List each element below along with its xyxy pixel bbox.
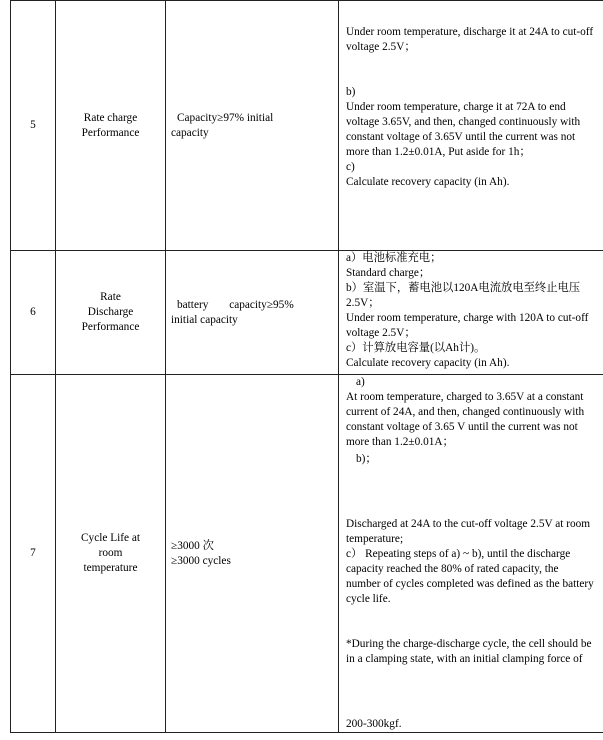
item-name xyxy=(56,375,166,733)
item-name-line: Discharge xyxy=(87,306,134,318)
requirement-line: ≥3000 次 xyxy=(171,539,214,552)
test-line: temperature; xyxy=(346,533,404,545)
item-number: 6 xyxy=(11,251,56,375)
spec-table xyxy=(10,0,603,733)
test-line: a）电池标准充电； xyxy=(346,252,442,264)
item-name-line: Performance xyxy=(81,321,140,333)
test-line: Under room temperature, charge with 120A to cut-off xyxy=(346,312,589,324)
test-line: voltage 2.5V； xyxy=(346,327,416,339)
spacer xyxy=(346,55,603,85)
test-method-cell xyxy=(339,251,603,375)
test-line: Calculate recovery capacity (in Ah). xyxy=(346,176,510,188)
test-line: number of cycles completed was defined as the battery xyxy=(346,578,594,590)
test-line: c）计算放电容量(以Ah计)。 xyxy=(346,342,486,354)
test-method-cell xyxy=(339,375,603,733)
test-line: 200-300kgf. xyxy=(346,718,402,730)
item-name-line: temperature xyxy=(83,562,138,574)
test-line: Discharged at 24A to the cut-off voltage 2.5V at room xyxy=(346,518,591,530)
item-name-line: Rate xyxy=(100,291,121,303)
test-line: constant voltage of 3.65V until the current was not xyxy=(346,131,576,143)
requirement-cell xyxy=(166,251,339,375)
item-name-line: Cycle Life at xyxy=(81,532,140,544)
item-name-line: room xyxy=(98,547,123,559)
spacer xyxy=(346,607,603,637)
test-line: b）室温下，蓄电池以120A电流放电至终止电压 xyxy=(346,282,581,294)
test-line: Under room temperature, charge it at 72A to end xyxy=(346,101,566,113)
test-line: *During the charge-discharge cycle, the cell should be xyxy=(346,638,592,650)
test-line: c） Repeating steps of a) ~ b), until the discharge xyxy=(346,548,571,560)
requirement-line: ≥3000 cycles xyxy=(171,554,231,567)
test-line: voltage 3.65V, and then, changed continuously with xyxy=(346,116,581,128)
test-line: Under room temperature, discharge it at 24A to cut-off xyxy=(346,26,594,38)
requirement-line: Capacity≥97% initial xyxy=(177,111,274,124)
test-line: current of 24A, and then, changed continuously with xyxy=(346,406,585,418)
test-line: capacity reached the 80% of rated capacity, the xyxy=(346,563,559,575)
test-line: Calculate recovery capacity (in Ah). xyxy=(346,357,510,369)
spacer xyxy=(346,667,603,717)
requirement-cell xyxy=(166,375,339,733)
test-line: in a clamping state, with an initial clamping force of xyxy=(346,653,583,665)
test-line: cycle life. xyxy=(346,593,391,605)
requirement-line: capacity xyxy=(171,126,209,139)
test-line: more than 1.2±0.01A, Put aside for 1h； xyxy=(346,146,531,158)
test-line: voltage 2.5V； xyxy=(346,41,416,53)
item-name xyxy=(56,1,166,251)
test-line: b)； xyxy=(356,453,377,465)
test-line: more than 1.2±0.01A； xyxy=(346,436,454,448)
table-row xyxy=(11,375,603,733)
test-line: Standard charge； xyxy=(346,267,431,279)
spacer xyxy=(346,467,603,517)
test-line: c) xyxy=(346,161,355,173)
item-name xyxy=(56,251,166,375)
item-number: 7 xyxy=(11,375,56,733)
table-row xyxy=(11,251,603,375)
item-name-line: Rate charge xyxy=(83,111,138,124)
test-method-cell xyxy=(339,1,603,251)
test-line: b) xyxy=(346,86,356,98)
item-number: 5 xyxy=(11,1,56,251)
test-line: a) xyxy=(356,376,365,388)
item-name-line: Performance xyxy=(81,126,140,139)
test-line: At room temperature, charged to 3.65V at a constant xyxy=(346,391,584,403)
requirement-cell xyxy=(166,1,339,251)
test-line: constant voltage of 3.65 V until the current was not xyxy=(346,421,578,433)
table-row xyxy=(11,1,603,251)
requirement-line: initial capacity xyxy=(171,313,238,326)
requirement-line: battery capacity≥95% xyxy=(177,298,294,311)
test-line: 2.5V； xyxy=(346,297,380,309)
